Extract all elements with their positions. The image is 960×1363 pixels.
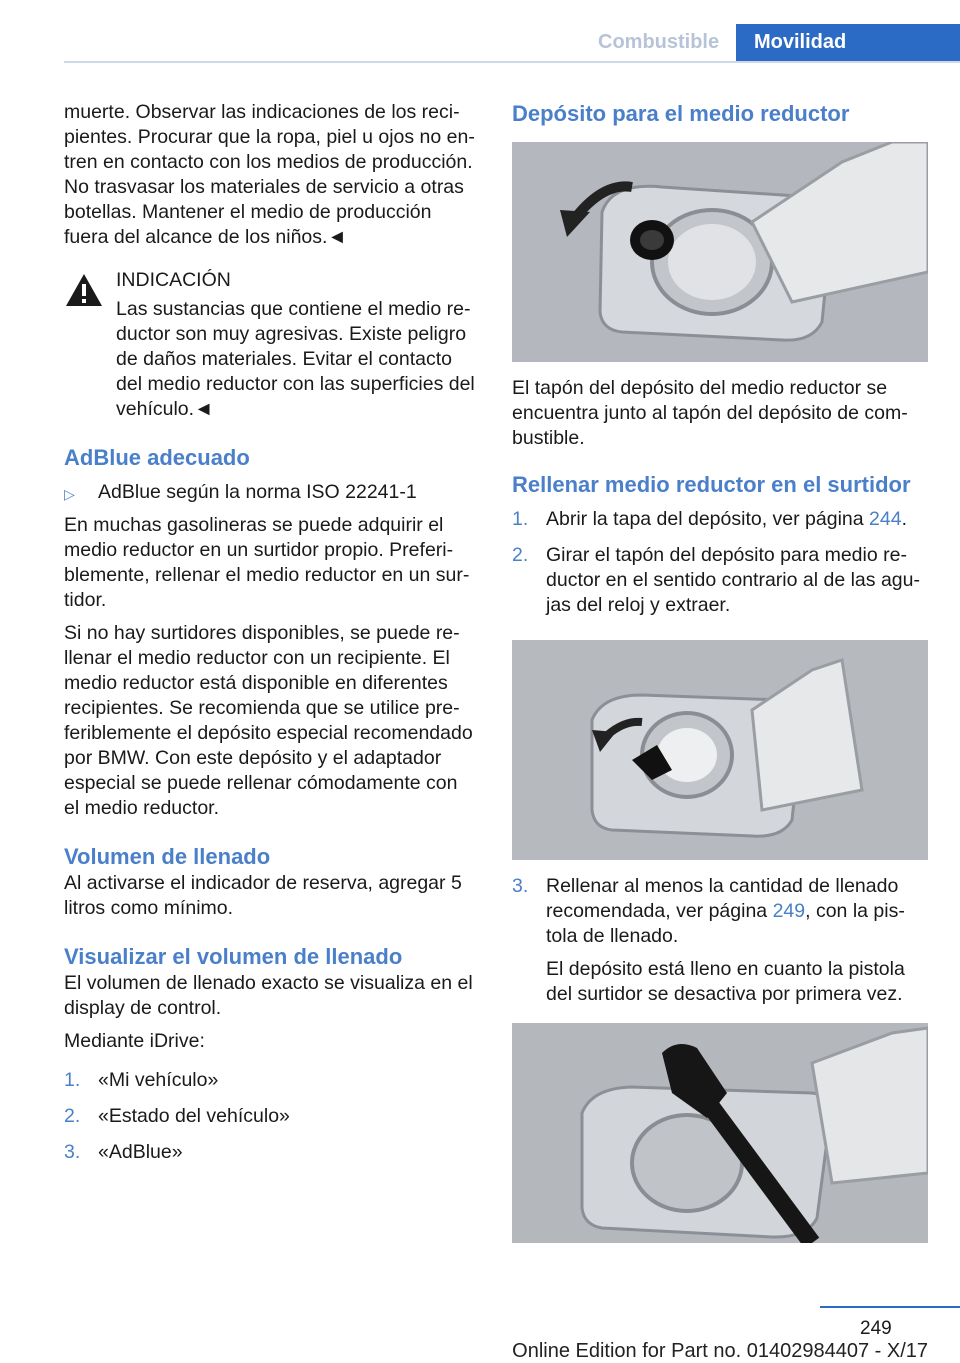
- list-item: 1. Abrir la tapa del depósito, ver página 244.: [512, 508, 908, 530]
- edition-footer: Online Edition for Part no. 01402984407 - X/17: [512, 1340, 928, 1362]
- tab-combustible[interactable]: Combustible: [598, 31, 720, 53]
- adblue-paragraph-2: Si no hay surtidores disponibles, se puede rellenar el medio reductor con un recipiente. El medio reductor está disponible en diferentes recipientes. Se recomienda que se utilice preferiblemente el depósito especial recomendado por BMW. Con este depósito y el adaptador especial se puede rellenar cómodamente con el medio reductor.: [64, 622, 473, 819]
- list-item: 3. «AdBlue»: [64, 1141, 183, 1163]
- photo-adblue-cap-removed: [512, 640, 928, 860]
- adblue-paragraph-1: En muchas gasolineras se puede adquirir el medio reductor en un surtidor propio. Preferiblemente, rellenar el medio reductor en un surtidor.: [64, 514, 470, 611]
- deposito-paragraph: El tapón del depósito del medio reductor se encuentra junto al tapón del depósito de combustible.: [512, 377, 908, 449]
- tab-movilidad[interactable]: Movilidad: [736, 24, 924, 61]
- heading-rellenar: Rellenar medio reductor en el surtidor: [512, 472, 911, 497]
- photo-filling-nozzle: [512, 1023, 928, 1243]
- left-column: [64, 100, 478, 1176]
- list-item: 1. «Mi vehículo»: [64, 1069, 219, 1091]
- warning-body: Las sustancias que contiene el medio reductor son muy agresivas. Existe peligro de daños materiales. Evitar el contacto del medio reductor con las superficies del vehículo.◄: [116, 298, 475, 420]
- idrive-lead: Mediante iDrive:: [64, 1030, 205, 1052]
- page-number: 249: [860, 1318, 892, 1339]
- warning-title: INDICACIÓN: [116, 269, 231, 291]
- photo-fuel-door-adblue-cap: [512, 142, 928, 362]
- list-item: 2. Girar el tapón del depósito para medio reductor en el sentido contrario al de las agujas del reloj y extraer.: [512, 544, 920, 616]
- list-item: ▷ AdBlue según la norma ISO 22241-1: [64, 480, 478, 507]
- page-link-249[interactable]: 249: [772, 900, 806, 922]
- heading-volumen-de-llenado: Volumen de llenado: [64, 844, 271, 869]
- warning-triangle-icon: [64, 272, 104, 308]
- warning-box: [64, 268, 478, 422]
- volumen-paragraph: Al activarse el indicador de reserva, agregar 5 litros como mínimo.: [64, 872, 462, 919]
- visualizar-paragraph: El volumen de llenado exacto se visualiza en el display de control.: [64, 972, 473, 1019]
- triangle-bullet-icon: ▷: [64, 486, 75, 502]
- heading-visualizar-volumen: Visualizar el volumen de llenado: [64, 944, 403, 969]
- intro-paragraph: muerte. Observar las indicaciones de los recipientes. Procurar que la ropa, piel u ojos no entren en contacto con los medios de producción. No trasvasar los materiales de servicio a otras botellas. Mantener el medio de producción fuera del alcance de los niños.◄: [64, 101, 475, 248]
- list-item: 3. Rellenar al menos la cantidad de llenado recomendada, ver página 249, con la pistola de llenado.: [512, 875, 905, 947]
- page-link-244[interactable]: 244: [869, 508, 902, 530]
- list-item-continuation: El depósito está lleno en cuanto la pistola del surtidor se desactiva por primera vez.: [546, 958, 905, 1005]
- list-item: 2. «Estado del vehículo»: [64, 1105, 290, 1127]
- right-column: [512, 100, 928, 1243]
- heading-deposito: Depósito para el medio reductor: [512, 101, 850, 126]
- header-divider: [64, 61, 960, 63]
- footer-divider: [820, 1306, 960, 1308]
- heading-adblue-adecuado: AdBlue adecuado: [64, 445, 250, 470]
